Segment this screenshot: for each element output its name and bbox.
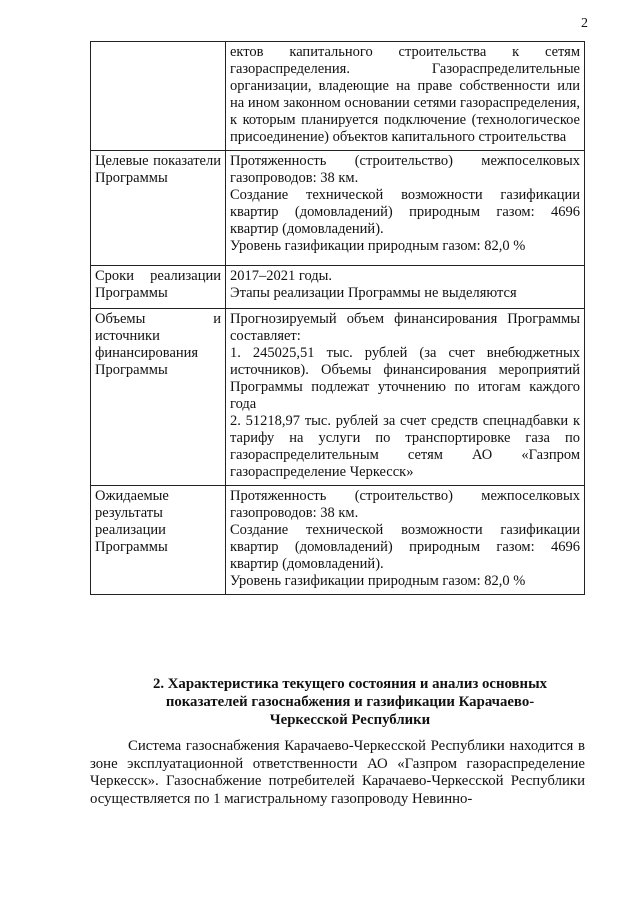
table-row: [91, 151, 585, 266]
page-number: 2: [581, 16, 588, 31]
row-content-paragraph: 2. 51218,97 тыс. рублей за счет средств спецнадбавки к тарифу на услуги по транспортировке газа по газораспределительным сетям АО «Газпром газораспределение Черкесск»: [230, 413, 580, 480]
section-heading: 2. Характеристика текущего состояния и анализ основных показателей газоснабжения и газификации Карачаево-Черкесской Республики: [152, 676, 548, 728]
row-content-paragraph: ектов капитального строительства к сетям газораспределения. Газораспределительные организации, владеющие на праве собственности или на ином законном основании сетями газораспределения, к которым планируется подключение (технологическое присоединение) объектов капитального строительства: [230, 44, 580, 145]
row-content-paragraph: Создание технической возможности газификации квартир (домовладений) природным газом: 4696 квартир (домовладений).: [230, 522, 580, 572]
table-row: [91, 309, 585, 486]
row-label: Ожидаемые результаты реализации Программы: [95, 488, 169, 555]
section-paragraph: Система газоснабжения Карачаево-Черкесской Республики находится в зоне эксплуатационной ответственности АО «Газпром газораспределение Черкесск». Газоснабжение потребителей Карачаево-Черкесской Республики осуществляется по 1 магистральному газопроводу Невинно-: [90, 738, 585, 807]
row-content-cell: [226, 486, 585, 595]
row-content-paragraph: Уровень газификации природным газом: 82,0 %: [230, 238, 526, 254]
table-row: [91, 266, 585, 309]
row-label: Целевые показатели Программы: [95, 153, 221, 186]
row-content-cell: [226, 266, 585, 309]
row-label-cell: [91, 486, 226, 595]
table-row: [91, 486, 585, 595]
row-content-paragraph: Прогнозируемый объем финансирования Программы составляет:: [230, 311, 580, 344]
row-content-cell: [226, 151, 585, 266]
row-content-cell: [226, 309, 585, 486]
row-label: Объемы и источники финансирования Программы: [95, 311, 221, 378]
row-label-cell: [91, 151, 226, 266]
row-content-paragraph: Создание технической возможности газификации квартир (домовладений) природным газом: 4696 квартир (домовладений).: [230, 187, 580, 237]
row-content-paragraph: Уровень газификации природным газом: 82,0 %: [230, 573, 526, 589]
row-content-paragraph: Протяженность (строительство) межпоселковых газопроводов: 38 км.: [230, 153, 580, 186]
row-label-cell: [91, 309, 226, 486]
row-label-cell: [91, 42, 226, 151]
row-label-cell: [91, 266, 226, 309]
program-passport-table: [90, 41, 585, 595]
row-label: Сроки реализации Программы: [95, 268, 221, 301]
row-content-paragraph: 2017–2021 годы.: [230, 268, 333, 284]
row-content-paragraph: 1. 245025,51 тыс. рублей (за счет внебюджетных источников). Объемы финансирования мероприятий Программы подлежат уточнению по итогам каждого года: [230, 345, 580, 412]
table-row: [91, 42, 585, 151]
row-content-paragraph: Протяженность (строительство) межпоселковых газопроводов: 38 км.: [230, 488, 580, 521]
row-content-paragraph: Этапы реализации Программы не выделяются: [230, 285, 517, 301]
row-content-cell: [226, 42, 585, 151]
